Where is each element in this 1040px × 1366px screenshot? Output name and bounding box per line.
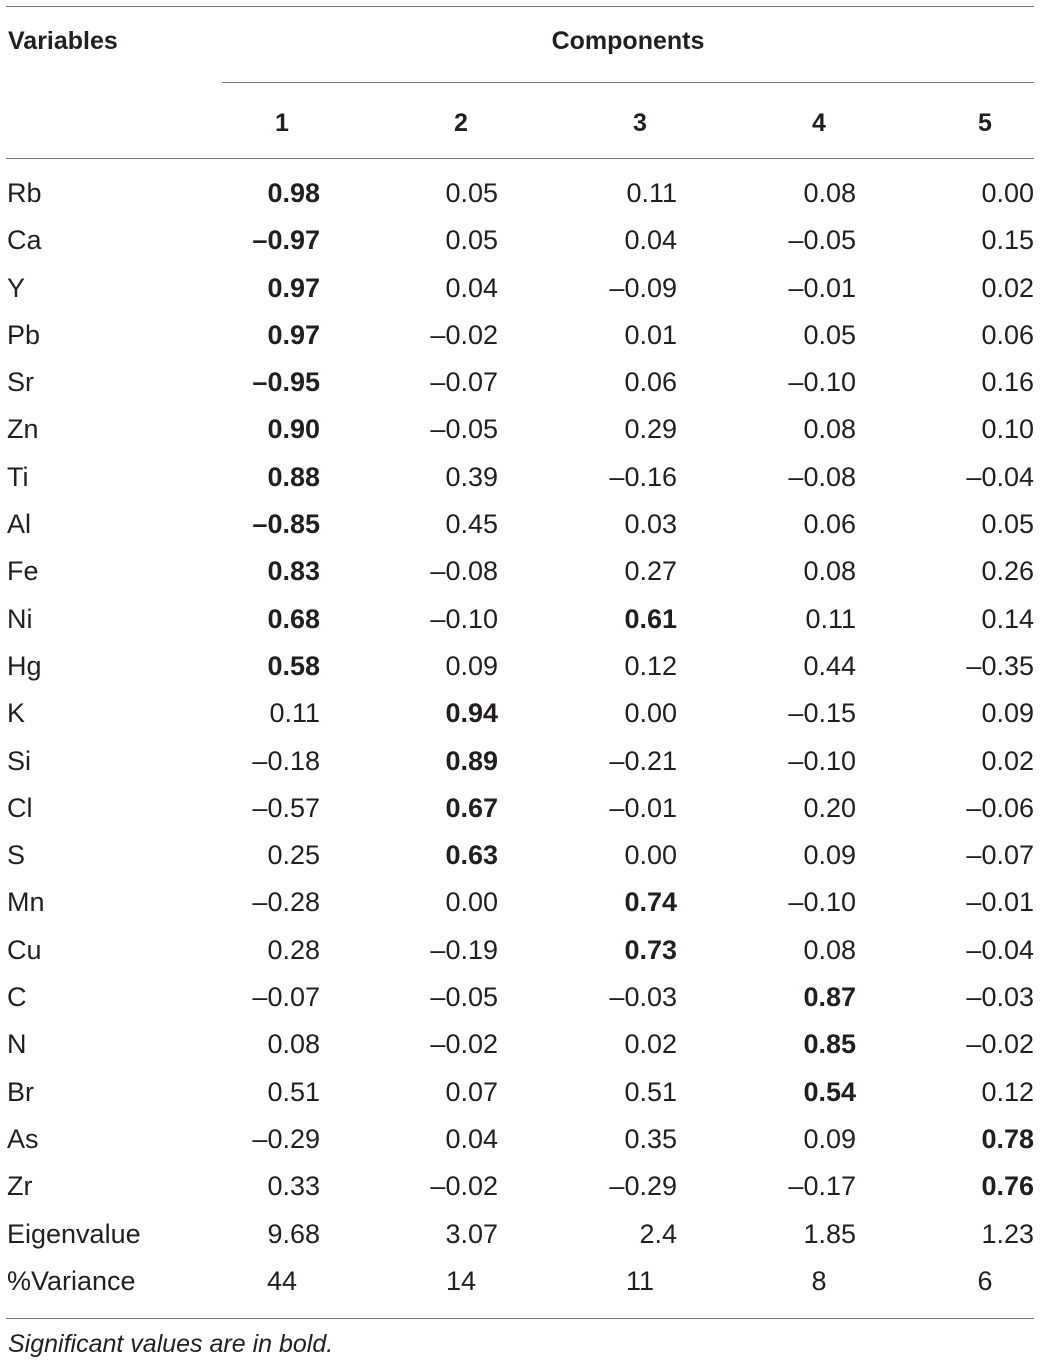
component-4-value: 0.09: [803, 1123, 856, 1154]
component-4-value: 0.85: [803, 1029, 856, 1060]
variable-name: Ti: [7, 461, 29, 492]
component-5-value: –0.03: [966, 982, 1034, 1013]
component-3-value: 0.06: [624, 367, 677, 398]
component-4-value: –0.17: [788, 1171, 856, 1202]
table-row: [0, 832, 1040, 879]
component-5-value: 1.23: [981, 1218, 1034, 1249]
component-2-value: 0.67: [445, 792, 498, 823]
component-4-value: –0.05: [788, 225, 856, 256]
variable-name: Fe: [7, 556, 39, 587]
component-1-value: 0.25: [267, 840, 320, 871]
component-1-value: 0.28: [267, 934, 320, 965]
component-2-value: –0.07: [430, 367, 498, 398]
variable-name: S: [7, 840, 26, 871]
table-row: [0, 265, 1040, 312]
variable-name: Cu: [7, 934, 42, 965]
component-5-value: 0.10: [981, 414, 1034, 445]
variable-name: Cl: [7, 792, 33, 823]
component-4-value: –0.10: [788, 887, 856, 918]
component-2-value: –0.19: [430, 934, 498, 965]
component-4-value: 0.05: [803, 319, 856, 350]
component-4-header: 4: [812, 109, 826, 137]
component-1-value: 0.97: [267, 319, 320, 350]
variable-name: Y: [7, 272, 26, 303]
component-2-value: 0.05: [445, 225, 498, 256]
component-4-value: –0.10: [788, 367, 856, 398]
component-3-value: 0.51: [624, 1076, 677, 1107]
component-4-value: 0.08: [803, 178, 856, 208]
table-row: [0, 406, 1040, 453]
component-1-value: 0.33: [267, 1171, 320, 1202]
component-4-value: 0.08: [803, 414, 856, 445]
table-row: [0, 785, 1040, 832]
component-4-value: 0.20: [803, 792, 856, 823]
component-3-value: 0.74: [624, 887, 677, 918]
component-5-value: 0.14: [981, 603, 1034, 634]
component-3-value: –0.16: [609, 461, 677, 492]
component-5-value: 0.05: [981, 509, 1034, 540]
component-5-value: 6: [977, 1265, 993, 1296]
component-2-value: –0.02: [430, 1029, 498, 1060]
component-1-value: 0.90: [267, 414, 320, 445]
component-2-value: 0.04: [445, 1123, 498, 1154]
component-5-value: 0.02: [981, 272, 1034, 303]
component-4-value: 0.11: [805, 603, 856, 634]
table-row: [0, 454, 1040, 501]
component-5-value: 0.06: [981, 319, 1034, 350]
variable-name: Si: [7, 745, 32, 776]
table-row: [0, 217, 1040, 264]
component-1-value: 0.08: [267, 1029, 320, 1060]
table-row: [0, 1069, 1040, 1116]
component-4-value: 8: [811, 1265, 827, 1296]
variable-name: Pb: [7, 319, 41, 350]
table-row: [0, 1258, 1040, 1305]
component-1-value: –0.07: [252, 982, 320, 1013]
component-3-value: 0.12: [624, 650, 677, 681]
component-1-value: –0.97: [252, 225, 320, 256]
component-2-value: –0.02: [430, 319, 498, 350]
component-1-value: 0.58: [267, 650, 320, 681]
component-5-value: –0.04: [966, 934, 1034, 965]
component-2-value: 0.00: [445, 887, 498, 918]
component-4-value: 0.08: [803, 934, 856, 965]
table-row: [0, 927, 1040, 974]
component-2-value: –0.05: [430, 982, 498, 1013]
component-5-value: 0.00: [981, 178, 1034, 208]
component-3-value: 0.27: [624, 556, 677, 587]
component-2-value: 0.63: [445, 840, 498, 871]
component-3-value: 0.01: [624, 319, 677, 350]
component-1-value: 0.88: [267, 461, 320, 492]
component-1-value: –0.18: [252, 745, 320, 776]
component-2-value: –0.10: [430, 603, 498, 634]
variable-name: Zn: [7, 414, 39, 445]
variable-name: N: [7, 1029, 27, 1060]
component-1-value: 9.68: [267, 1218, 320, 1249]
variable-name: Eigenvalue: [7, 1218, 141, 1249]
component-2-value: 0.39: [445, 461, 498, 492]
table-row: [0, 1021, 1040, 1068]
table-row: [0, 548, 1040, 595]
component-1-value: –0.57: [252, 792, 320, 823]
component-5-value: –0.04: [966, 461, 1034, 492]
component-5-value: 0.78: [981, 1123, 1034, 1154]
table-row: [0, 1211, 1040, 1258]
component-3-value: 0.11: [626, 178, 677, 208]
table-row: [0, 596, 1040, 643]
table-row: [0, 1116, 1040, 1163]
component-1-value: 44: [266, 1265, 298, 1296]
component-3-value: 0.00: [624, 698, 677, 729]
component-5-value: 0.12: [981, 1076, 1034, 1107]
component-2-value: 14: [445, 1265, 477, 1296]
component-2-value: 0.07: [445, 1076, 498, 1107]
component-3-value: 0.03: [624, 509, 677, 540]
component-3-header: 3: [633, 109, 647, 137]
component-5-value: 0.76: [981, 1171, 1034, 1202]
table-row: [0, 643, 1040, 690]
component-1-value: –0.85: [252, 509, 320, 540]
component-4-value: –0.01: [788, 272, 856, 303]
component-2-value: 0.89: [445, 745, 498, 776]
variable-name: Al: [7, 509, 32, 540]
component-4-value: 1.85: [803, 1218, 856, 1249]
component-3-value: 0.35: [624, 1123, 677, 1154]
component-4-value: 0.54: [803, 1076, 856, 1107]
component-2-value: 3.07: [445, 1218, 498, 1249]
variable-name: Ca: [7, 225, 42, 256]
component-5-value: 0.16: [981, 367, 1034, 398]
components-rule: [222, 82, 1034, 83]
component-4-value: –0.15: [788, 698, 856, 729]
table-row: [0, 690, 1040, 737]
component-3-value: 0.02: [624, 1029, 677, 1060]
component-3-value: 11: [625, 1265, 655, 1296]
component-2-value: –0.02: [430, 1171, 498, 1202]
component-3-value: 0.61: [624, 603, 677, 634]
variable-name: C: [7, 982, 27, 1013]
component-2-value: 0.45: [445, 509, 498, 540]
component-1-value: –0.28: [252, 887, 320, 918]
component-4-value: –0.08: [788, 461, 856, 492]
component-5-value: 0.26: [981, 556, 1034, 587]
table-row: [0, 1163, 1040, 1210]
component-3-value: 2.4: [639, 1218, 677, 1249]
component-1-value: 0.11: [269, 698, 320, 729]
table-row: [0, 359, 1040, 406]
component-4-value: 0.06: [803, 509, 856, 540]
component-1-value: 0.97: [267, 272, 320, 303]
component-2-value: –0.08: [430, 556, 498, 587]
component-1-value: 0.51: [267, 1076, 320, 1107]
component-3-value: –0.29: [609, 1171, 677, 1202]
component-2-value: 0.04: [445, 272, 498, 303]
component-3-value: 0.29: [624, 414, 677, 445]
variable-name: Sr: [7, 367, 34, 398]
component-3-value: 0.04: [624, 225, 677, 256]
component-4-value: 0.09: [803, 840, 856, 871]
variable-name: K: [7, 698, 26, 729]
component-1-value: 0.68: [267, 603, 320, 634]
table-row: [0, 879, 1040, 926]
component-4-value: 0.44: [803, 650, 856, 681]
component-4-value: 0.87: [803, 982, 856, 1013]
table-row: [0, 501, 1040, 548]
component-5-value: –0.01: [966, 887, 1034, 918]
component-3-value: –0.09: [609, 272, 677, 303]
variable-name: Ni: [7, 603, 33, 634]
component-2-value: 0.09: [445, 650, 498, 681]
variable-name: Zr: [7, 1171, 33, 1202]
component-2-value: –0.05: [430, 414, 498, 445]
variable-name: Br: [7, 1076, 34, 1107]
component-5-value: 0.15: [981, 225, 1034, 256]
component-3-value: –0.01: [609, 792, 677, 823]
component-1-value: 0.98: [267, 178, 320, 208]
table-top-rule: [6, 6, 1034, 7]
component-5-value: –0.35: [966, 650, 1034, 681]
component-1-value: –0.29: [252, 1123, 320, 1154]
component-4-value: 0.08: [803, 556, 856, 587]
variable-name: %Variance: [7, 1265, 136, 1296]
component-5-value: 0.09: [981, 698, 1034, 729]
table-row: [0, 312, 1040, 359]
variable-name: Rb: [7, 178, 42, 208]
component-3-value: 0.73: [624, 934, 677, 965]
variable-name: Mn: [7, 887, 45, 918]
table-footnote: Significant values are in bold.: [8, 1330, 334, 1358]
component-2-value: 0.94: [445, 698, 498, 729]
component-3-value: –0.03: [609, 982, 677, 1013]
component-3-value: 0.00: [624, 840, 677, 871]
variable-name: As: [7, 1123, 39, 1154]
component-1-value: –0.95: [252, 367, 320, 398]
component-2-value: 0.05: [445, 178, 498, 208]
table-row: [0, 738, 1040, 785]
component-2-header: 2: [454, 109, 468, 137]
table-bottom-rule: [6, 1318, 1034, 1319]
component-5-header: 5: [978, 109, 992, 137]
variable-name: Hg: [7, 650, 42, 681]
table-body: [0, 170, 1040, 1305]
component-3-value: –0.21: [609, 745, 677, 776]
component-5-value: –0.02: [966, 1029, 1034, 1060]
components-header: Components: [551, 27, 705, 55]
component-5-value: 0.02: [981, 745, 1034, 776]
component-5-value: –0.07: [966, 840, 1034, 871]
component-5-value: –0.06: [966, 792, 1034, 823]
component-1-header: 1: [275, 109, 289, 137]
variables-header: Variables: [8, 27, 118, 55]
header-bottom-rule: [6, 158, 1034, 159]
table-row: [0, 170, 1040, 217]
table-row: [0, 974, 1040, 1021]
component-1-value: 0.83: [267, 556, 320, 587]
component-4-value: –0.10: [788, 745, 856, 776]
